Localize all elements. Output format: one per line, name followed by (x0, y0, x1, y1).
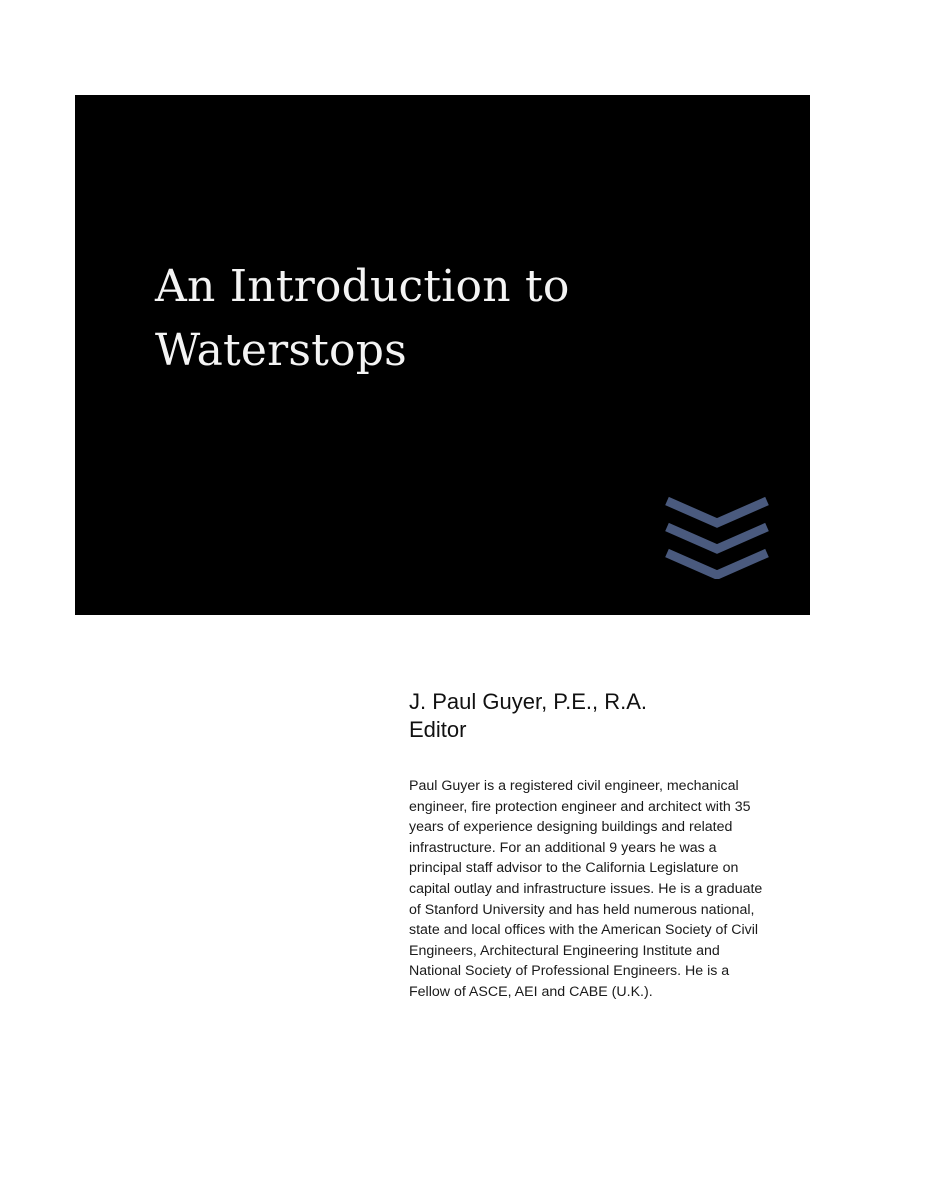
author-block (409, 688, 829, 744)
author-bio: Paul Guyer is a registered civil engineer, mechanical engineer, fire protection engineer and architect with 35 years of experience designing buildings and related infrastructure. For an additional 9 years he was a principal staff advisor to the California Legislature on capital outlay and infrastructure issues. He is a graduate of Stanford University and has held numerous national, state and local offices with the American Society of Civil Engineers, Architectural Engineering Institute and National Society of Professional Engineers. He is a Fellow of ASCE, AEI and CABE (U.K.). (409, 778, 763, 1000)
chevron-stripe-1 (667, 501, 767, 523)
triple-chevron-down-icon (665, 495, 769, 579)
author-name: J. Paul Guyer, P.E., R.A. (409, 689, 648, 714)
chevron-stripe-2 (667, 527, 767, 549)
chevron-stripe-3 (667, 553, 767, 575)
author-role: Editor (409, 717, 467, 742)
book-title: An Introduction to Waterstops (155, 261, 570, 376)
cover-panel (75, 95, 810, 615)
